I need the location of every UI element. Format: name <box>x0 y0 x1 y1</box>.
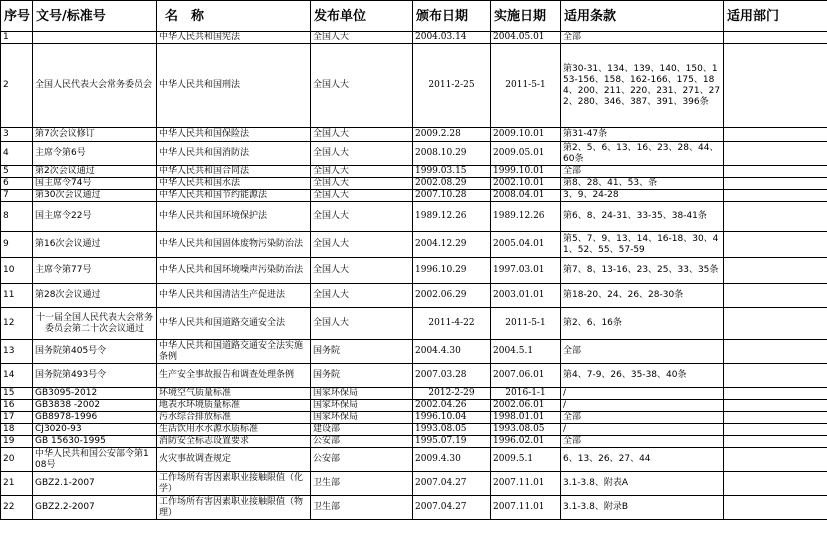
cell-effective-date[interactable]: 2002.06.01 <box>491 400 561 412</box>
cell-publish-date[interactable]: 2007.04.27 <box>413 496 491 520</box>
cell-department[interactable] <box>724 232 827 258</box>
cell-issuer[interactable]: 全国人大 <box>311 128 413 142</box>
cell-publish-date[interactable]: 2011-4-22 <box>413 308 491 340</box>
table-row <box>1 142 827 166</box>
cell-issuer[interactable]: 国务院 <box>311 364 413 388</box>
cell-doc-number[interactable]: GB 15630-1995 <box>33 436 157 448</box>
table-row <box>1 44 827 128</box>
cell-serial[interactable]: 6 <box>1 178 33 190</box>
cell-title[interactable]: 中华人民共和国节约能源法 <box>157 190 311 202</box>
cell-effective-date[interactable]: 1997.03.01 <box>491 258 561 284</box>
cell-serial[interactable]: 20 <box>1 448 33 472</box>
cell-effective-date[interactable]: 1998.01.01 <box>491 412 561 424</box>
cell-department[interactable] <box>724 32 827 44</box>
cell-clauses[interactable]: 第2、6、16条 <box>561 308 724 340</box>
cell-title[interactable]: 火灾事故调查规定 <box>157 448 311 472</box>
cell-doc-number[interactable] <box>33 32 157 44</box>
cell-doc-number[interactable]: 第30次会议通过 <box>33 190 157 202</box>
cell-title[interactable]: 污水综合排放标准 <box>157 412 311 424</box>
cell-issuer[interactable]: 全国人大 <box>311 284 413 308</box>
cell-publish-date[interactable]: 1999.03.15 <box>413 166 491 178</box>
cell-serial[interactable]: 9 <box>1 232 33 258</box>
cell-doc-number[interactable]: 全国人民代表大会常务委员会 <box>33 44 157 128</box>
cell-doc-number[interactable]: 第16次会议通过 <box>33 232 157 258</box>
cell-clauses[interactable]: 3、9、24-28 <box>561 190 724 202</box>
cell-issuer[interactable]: 全国人大 <box>311 44 413 128</box>
table-row <box>1 308 827 340</box>
cell-effective-date[interactable]: 2007.11.01 <box>491 472 561 496</box>
cell-doc-number[interactable]: 第7次会议修订 <box>33 128 157 142</box>
cell-clauses[interactable]: 全部 <box>561 436 724 448</box>
cell-serial[interactable]: 22 <box>1 496 33 520</box>
cell-publish-date[interactable]: 2004.12.29 <box>413 232 491 258</box>
cell-issuer[interactable]: 全国人大 <box>311 258 413 284</box>
cell-publish-date[interactable]: 2002.08.29 <box>413 178 491 190</box>
cell-title[interactable]: 中华人民共和国清洁生产促进法 <box>157 284 311 308</box>
cell-doc-number[interactable]: 主席令第6号 <box>33 142 157 166</box>
cell-clauses[interactable]: 第7、8、13-16、23、25、33、35条 <box>561 258 724 284</box>
cell-doc-number[interactable]: 主席令第77号 <box>33 258 157 284</box>
cell-department[interactable] <box>724 472 827 496</box>
cell-effective-date[interactable]: 2002.10.01 <box>491 178 561 190</box>
cell-issuer[interactable]: 卫生部 <box>311 496 413 520</box>
cell-effective-date[interactable]: 2009.10.01 <box>491 128 561 142</box>
cell-issuer[interactable]: 全国人大 <box>311 308 413 340</box>
cell-department[interactable] <box>724 190 827 202</box>
cell-publish-date[interactable]: 2012-2-29 <box>413 388 491 400</box>
cell-doc-number[interactable]: 十一届全国人民代表大会常务委员会第二十次会议通过 <box>33 308 157 340</box>
cell-effective-date[interactable]: 2007.11.01 <box>491 496 561 520</box>
cell-issuer[interactable]: 全国人大 <box>311 178 413 190</box>
cell-publish-date[interactable]: 1996.10.04 <box>413 412 491 424</box>
cell-title[interactable]: 消防安全标志设置要求 <box>157 436 311 448</box>
cell-publish-date[interactable]: 2007.10.28 <box>413 190 491 202</box>
table-row <box>1 202 827 232</box>
table-row <box>1 472 827 496</box>
cell-doc-number[interactable]: GB8978-1996 <box>33 412 157 424</box>
cell-doc-number[interactable]: GBZ2.1-2007 <box>33 472 157 496</box>
cell-title[interactable]: 环境空气质量标准 <box>157 388 311 400</box>
cell-title[interactable]: 中华人民共和国保险法 <box>157 128 311 142</box>
cell-effective-date[interactable]: 2009.5.1 <box>491 448 561 472</box>
cell-serial[interactable]: 10 <box>1 258 33 284</box>
table-row <box>1 232 827 258</box>
header-cell[interactable]: 名 称 <box>157 1 311 32</box>
cell-publish-date[interactable]: 2007.04.27 <box>413 472 491 496</box>
cell-publish-date[interactable]: 2007.03.28 <box>413 364 491 388</box>
cell-doc-number[interactable]: GB3838 -2002 <box>33 400 157 412</box>
cell-doc-number[interactable]: GBZ2.2-2007 <box>33 496 157 520</box>
cell-title[interactable]: 生活饮用水水源水质标准 <box>157 424 311 436</box>
cell-issuer[interactable]: 卫生部 <box>311 472 413 496</box>
cell-publish-date[interactable]: 2009.2.28 <box>413 128 491 142</box>
cell-department[interactable] <box>724 178 827 190</box>
header-cell[interactable]: 颁布日期 <box>413 1 491 32</box>
cell-clauses[interactable]: / <box>561 424 724 436</box>
cell-department[interactable] <box>724 412 827 424</box>
table-row <box>1 178 827 190</box>
table-row <box>1 190 827 202</box>
cell-serial[interactable]: 5 <box>1 166 33 178</box>
cell-title[interactable]: 中华人民共和国宪法 <box>157 32 311 44</box>
cell-publish-date[interactable]: 2004.03.14 <box>413 32 491 44</box>
cell-doc-number[interactable]: 国主席令74号 <box>33 178 157 190</box>
cell-title[interactable]: 中华人民共和国水法 <box>157 178 311 190</box>
cell-department[interactable] <box>724 340 827 364</box>
cell-doc-number[interactable]: CJ3020-93 <box>33 424 157 436</box>
cell-serial[interactable]: 1 <box>1 32 33 44</box>
cell-clauses[interactable]: 3.1-3.8、附表A <box>561 472 724 496</box>
cell-clauses[interactable]: 第6、8、24-31、33-35、38-41条 <box>561 202 724 232</box>
cell-title[interactable]: 生产安全事故报告和调查处理条例 <box>157 364 311 388</box>
cell-effective-date[interactable]: 1999.10.01 <box>491 166 561 178</box>
cell-doc-number[interactable]: 国务院第405号令 <box>33 340 157 364</box>
cell-doc-number[interactable]: 中华人民共和国公安部令第108号 <box>33 448 157 472</box>
cell-clauses[interactable]: 第8、28、41、53、条 <box>561 178 724 190</box>
cell-serial[interactable]: 12 <box>1 308 33 340</box>
cell-title[interactable]: 工作场所有害因素职业接触限值（化学） <box>157 472 311 496</box>
table-row <box>1 284 827 308</box>
cell-department[interactable] <box>724 128 827 142</box>
cell-department[interactable] <box>724 364 827 388</box>
header-cell[interactable]: 文号/标准号 <box>33 1 157 32</box>
cell-title[interactable]: 工作场所有害因素职业接触限值（物理） <box>157 496 311 520</box>
table-row <box>1 32 827 44</box>
cell-clauses[interactable]: 第5、7、9、13、14、16-18、30、41、52、55、57-59 <box>561 232 724 258</box>
cell-issuer[interactable]: 全国人大 <box>311 166 413 178</box>
header-cell[interactable]: 序号 <box>1 1 33 32</box>
cell-effective-date[interactable]: 2016-1-1 <box>491 388 561 400</box>
cell-issuer[interactable]: 全国人大 <box>311 190 413 202</box>
cell-serial[interactable]: 3 <box>1 128 33 142</box>
cell-doc-number[interactable]: 第28次会议通过 <box>33 284 157 308</box>
cell-clauses[interactable]: 全部 <box>561 166 724 178</box>
cell-effective-date[interactable]: 1993.08.05 <box>491 424 561 436</box>
cell-clauses[interactable]: 第4、7-9、26、35-38、40条 <box>561 364 724 388</box>
cell-department[interactable] <box>724 142 827 166</box>
header-cell[interactable]: 发布单位 <box>311 1 413 32</box>
cell-publish-date[interactable]: 2002.06.29 <box>413 284 491 308</box>
cell-clauses[interactable]: 第18-20、24、26、28-30条 <box>561 284 724 308</box>
cell-title[interactable]: 中华人民共和国环境噪声污染防治法 <box>157 258 311 284</box>
cell-clauses[interactable]: 第2、5、6、13、16、23、28、44、60条 <box>561 142 724 166</box>
cell-clauses[interactable]: 全部 <box>561 32 724 44</box>
cell-clauses[interactable]: 全部 <box>561 412 724 424</box>
cell-issuer[interactable]: 国务院 <box>311 340 413 364</box>
cell-title[interactable]: 中华人民共和国道路交通安全法实施条例 <box>157 340 311 364</box>
cell-serial[interactable]: 13 <box>1 340 33 364</box>
cell-clauses[interactable]: / <box>561 400 724 412</box>
table-row <box>1 496 827 520</box>
cell-issuer[interactable]: 全国人大 <box>311 32 413 44</box>
cell-effective-date[interactable]: 1989.12.26 <box>491 202 561 232</box>
cell-effective-date[interactable]: 2004.5.1 <box>491 340 561 364</box>
cell-effective-date[interactable]: 2008.04.01 <box>491 190 561 202</box>
header-cell[interactable]: 适用条款 <box>561 1 724 32</box>
cell-issuer[interactable]: 全国人大 <box>311 232 413 258</box>
table-row <box>1 364 827 388</box>
table-row <box>1 128 827 142</box>
cell-serial[interactable]: 8 <box>1 202 33 232</box>
cell-publish-date[interactable]: 2011-2-25 <box>413 44 491 128</box>
cell-clauses[interactable]: 3.1-3.8、附录B <box>561 496 724 520</box>
cell-publish-date[interactable]: 2002.04.26 <box>413 400 491 412</box>
cell-title[interactable]: 中华人民共和国消防法 <box>157 142 311 166</box>
cell-serial[interactable]: 7 <box>1 190 33 202</box>
cell-publish-date[interactable]: 2004.4.30 <box>413 340 491 364</box>
cell-department[interactable] <box>724 448 827 472</box>
header-cell[interactable]: 实施日期 <box>491 1 561 32</box>
table-row <box>1 436 827 448</box>
cell-clauses[interactable]: 第30-31、134、139、140、150、153-156、158、162-166、175、184、200、211、220、231、271、272、280、346、387、391、396条 <box>561 44 724 128</box>
table-row <box>1 340 827 364</box>
cell-doc-number[interactable]: GB3095-2012 <box>33 388 157 400</box>
cell-issuer[interactable]: 国家环保局 <box>311 388 413 400</box>
header-cell[interactable]: 适用部门 <box>724 1 827 32</box>
cell-title[interactable]: 中华人民共和国刑法 <box>157 44 311 128</box>
cell-serial[interactable]: 14 <box>1 364 33 388</box>
cell-doc-number[interactable]: 第2次会议通过 <box>33 166 157 178</box>
cell-doc-number[interactable]: 国务院第493号令 <box>33 364 157 388</box>
cell-effective-date[interactable]: 2005.04.01 <box>491 232 561 258</box>
cell-title[interactable]: 中华人民共和国道路交通安全法 <box>157 308 311 340</box>
table-row <box>1 412 827 424</box>
cell-effective-date[interactable]: 2011-5-1 <box>491 308 561 340</box>
cell-effective-date[interactable]: 2011-5-1 <box>491 44 561 128</box>
cell-publish-date[interactable]: 1993.08.05 <box>413 424 491 436</box>
cell-publish-date[interactable]: 2008.10.29 <box>413 142 491 166</box>
cell-department[interactable] <box>724 424 827 436</box>
cell-title[interactable]: 地表水环境质量标准 <box>157 400 311 412</box>
cell-serial[interactable]: 11 <box>1 284 33 308</box>
cell-issuer[interactable]: 建设部 <box>311 424 413 436</box>
cell-serial[interactable]: 19 <box>1 436 33 448</box>
cell-publish-date[interactable]: 1996.10.29 <box>413 258 491 284</box>
cell-department[interactable] <box>724 400 827 412</box>
cell-effective-date[interactable]: 2003.01.01 <box>491 284 561 308</box>
cell-effective-date[interactable]: 1996.02.01 <box>491 436 561 448</box>
cell-department[interactable] <box>724 202 827 232</box>
table-row <box>1 258 827 284</box>
cell-department[interactable] <box>724 44 827 128</box>
cell-title[interactable]: 中华人民共和国环境保护法 <box>157 202 311 232</box>
cell-department[interactable] <box>724 436 827 448</box>
cell-issuer[interactable]: 国家环保局 <box>311 412 413 424</box>
cell-effective-date[interactable]: 2004.05.01 <box>491 32 561 44</box>
table-row <box>1 388 827 400</box>
cell-issuer[interactable]: 公安部 <box>311 448 413 472</box>
cell-serial[interactable]: 21 <box>1 472 33 496</box>
cell-department[interactable] <box>724 388 827 400</box>
cell-serial[interactable]: 17 <box>1 412 33 424</box>
table-row <box>1 448 827 472</box>
cell-issuer[interactable]: 全国人大 <box>311 142 413 166</box>
cell-clauses[interactable]: 全部 <box>561 340 724 364</box>
cell-clauses[interactable]: 第31-47条 <box>561 128 724 142</box>
cell-effective-date[interactable]: 2007.06.01 <box>491 364 561 388</box>
header-row <box>1 1 827 32</box>
cell-department[interactable] <box>724 308 827 340</box>
cell-department[interactable] <box>724 284 827 308</box>
cell-serial[interactable]: 2 <box>1 44 33 128</box>
cell-clauses[interactable]: / <box>561 388 724 400</box>
cell-serial[interactable]: 4 <box>1 142 33 166</box>
table-row <box>1 166 827 178</box>
cell-title[interactable]: 中华人民共和国固体废物污染防治法 <box>157 232 311 258</box>
cell-issuer[interactable]: 全国人大 <box>311 202 413 232</box>
cell-title[interactable]: 中华人民共和国合同法 <box>157 166 311 178</box>
cell-department[interactable] <box>724 258 827 284</box>
cell-publish-date[interactable]: 1989.12.26 <box>413 202 491 232</box>
cell-serial[interactable]: 16 <box>1 400 33 412</box>
table-row <box>1 400 827 412</box>
cell-issuer[interactable]: 国家环保局 <box>311 400 413 412</box>
cell-serial[interactable]: 18 <box>1 424 33 436</box>
cell-publish-date[interactable]: 1995.07.19 <box>413 436 491 448</box>
cell-department[interactable] <box>724 166 827 178</box>
cell-effective-date[interactable]: 2009.05.01 <box>491 142 561 166</box>
cell-issuer[interactable]: 公安部 <box>311 436 413 448</box>
cell-serial[interactable]: 15 <box>1 388 33 400</box>
cell-department[interactable] <box>724 496 827 520</box>
cell-clauses[interactable]: 6、13、26、27、44 <box>561 448 724 472</box>
cell-doc-number[interactable]: 国主席令22号 <box>33 202 157 232</box>
table-row <box>1 424 827 436</box>
cell-publish-date[interactable]: 2009.4.30 <box>413 448 491 472</box>
